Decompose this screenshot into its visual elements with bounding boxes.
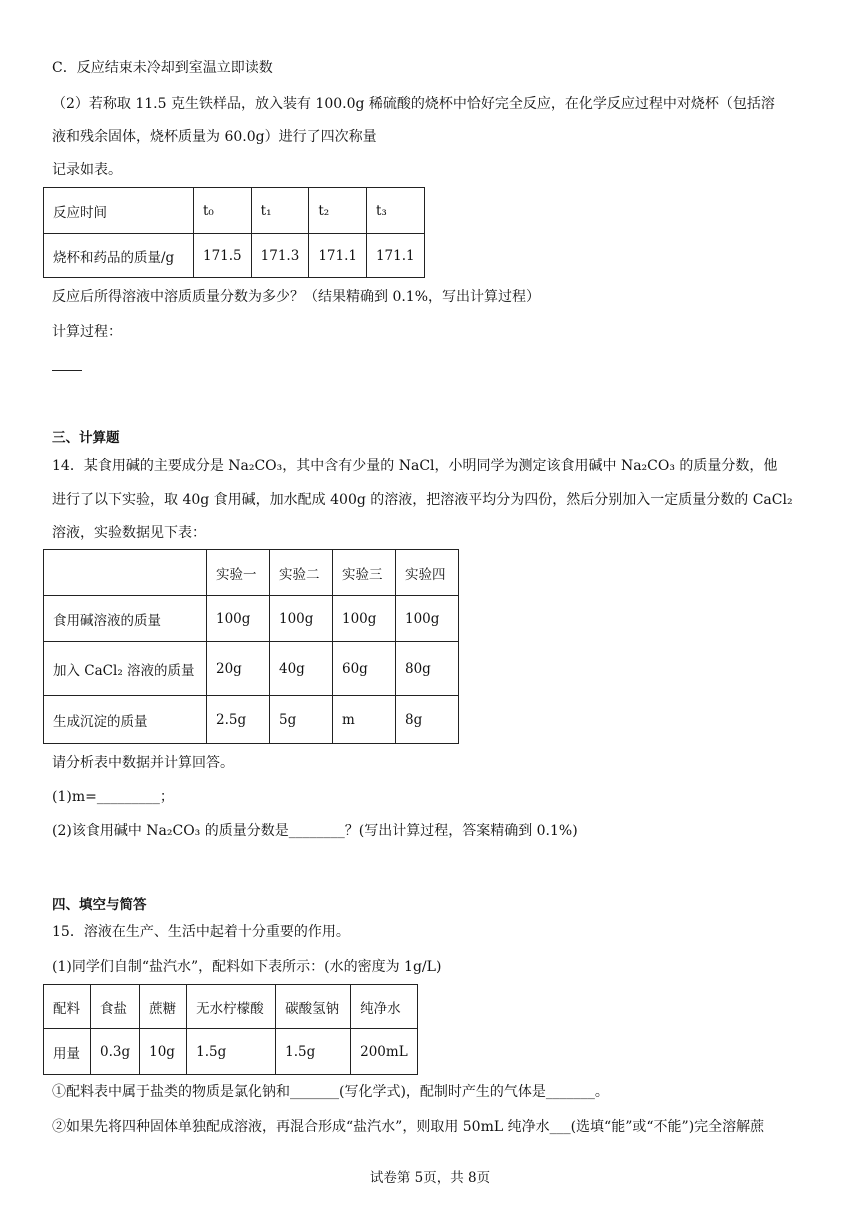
- weighing-table: [43, 187, 425, 278]
- question-2-prompt: 反应后所得溶液中溶质质量分数为多少？（结果精确到 0.1%，写出计算过程）: [52, 289, 541, 305]
- table-cell: 80g: [396, 642, 459, 696]
- calc-label: 计算过程：: [52, 324, 122, 340]
- table-cell: 配料: [44, 985, 91, 1029]
- table-cell: t₂: [309, 188, 367, 234]
- table-cell: 20g: [207, 642, 270, 696]
- page-footer: 试卷第 5页，共 8页: [369, 1170, 491, 1186]
- table-cell: t₀: [194, 188, 252, 234]
- table-cell: 反应时间: [44, 188, 194, 234]
- question-15-text: 15．溶液在生产、生活中起着十分重要的作用。: [52, 924, 350, 940]
- table-cell: 蔗糖: [140, 985, 187, 1029]
- table-cell: 171.1: [309, 234, 367, 278]
- table-cell: 实验四: [396, 550, 459, 596]
- section-3-heading: 三、计算题: [52, 430, 120, 446]
- question-14-analyze: 请分析表中数据并计算回答。: [52, 755, 234, 771]
- table-cell: 171.5: [194, 234, 252, 278]
- table-cell: 无水柠檬酸: [187, 985, 276, 1029]
- question-2-text: （2）若称取 11.5 克生铁样品，放入装有 100.0g 稀硫酸的烧杯中恰好完全反应，在化学反应过程中对烧杯（包括溶: [52, 96, 775, 112]
- table-cell: 10g: [140, 1029, 187, 1075]
- table-cell: t₃: [366, 188, 424, 234]
- table-cell: 8g: [396, 696, 459, 744]
- table-cell: 0.3g: [91, 1029, 140, 1075]
- table-cell: 用量: [44, 1029, 91, 1075]
- table-cell: m: [333, 696, 396, 744]
- table-cell: 100g: [270, 596, 333, 642]
- question-15-item-1: ①配料表中属于盐类的物质是氯化钠和_______(写化学式)，配制时产生的气体是_______。: [52, 1084, 609, 1100]
- question-14-part-1: (1)m=_________；: [52, 789, 174, 805]
- experiment-table: [43, 549, 459, 744]
- table-cell: 实验二: [270, 550, 333, 596]
- ingredient-table: [43, 984, 418, 1075]
- table-cell: [44, 550, 207, 596]
- table-cell: 60g: [333, 642, 396, 696]
- table-cell: 食用碱溶液的质量: [44, 596, 207, 642]
- table-cell: 100g: [333, 596, 396, 642]
- question-15-part-1: (1)同学们自制“盐汽水”，配料如下表所示：(水的密度为 1g/L): [52, 959, 442, 975]
- table-cell: 生成沉淀的质量: [44, 696, 207, 744]
- table-cell: 171.3: [251, 234, 309, 278]
- table-cell: 100g: [207, 596, 270, 642]
- question-14-text: 14．某食用碱的主要成分是 Na₂CO₃，其中含有少量的 NaCl，小明同学为测定该食用碱中 Na₂CO₃ 的质量分数，他: [52, 458, 778, 474]
- table-cell: 40g: [270, 642, 333, 696]
- table-cell: 100g: [396, 596, 459, 642]
- table-cell: 171.1: [366, 234, 424, 278]
- table-cell: 1.5g: [187, 1029, 276, 1075]
- question-2-text-cont2: 记录如表。: [52, 162, 122, 178]
- answer-blank: [52, 370, 82, 371]
- table-cell: 纯净水: [351, 985, 418, 1029]
- table-cell: 1.5g: [276, 1029, 351, 1075]
- section-4-heading: 四、填空与简答: [52, 897, 147, 913]
- question-14-text-cont: 进行了以下实验，取 40g 食用碱，加水配成 400g 的溶液，把溶液平均分为四份，然后分别加入一定质量分数的 CaCl₂: [52, 492, 793, 508]
- table-cell: 碳酸氢钠: [276, 985, 351, 1029]
- table-cell: 食盐: [91, 985, 140, 1029]
- question-2-text-cont: 液和残余固体，烧杯质量为 60.0g）进行了四次称量: [52, 129, 377, 145]
- table-cell: t₁: [251, 188, 309, 234]
- table-cell: 实验一: [207, 550, 270, 596]
- table-cell: 实验三: [333, 550, 396, 596]
- question-15-item-2: ②如果先将四种固体单独配成溶液，再混合形成“盐汽水”，则取用 50mL 纯净水___(选填“能”或“不能”)完全溶解蔗: [52, 1119, 765, 1135]
- table-cell: 200mL: [351, 1029, 418, 1075]
- table-cell: 烧杯和药品的质量/g: [44, 234, 194, 278]
- table-cell: 5g: [270, 696, 333, 744]
- question-14-part-2: (2)该食用碱中 Na₂CO₃ 的质量分数是________？(写出计算过程，答案精确到 0.1%): [52, 823, 578, 839]
- option-c-text: C．反应结束未冷却到室温立即读数: [52, 60, 273, 76]
- table-cell: 2.5g: [207, 696, 270, 744]
- table-cell: 加入 CaCl₂ 溶液的质量: [44, 642, 207, 696]
- question-14-text-cont2: 溶液，实验数据见下表：: [52, 525, 206, 541]
